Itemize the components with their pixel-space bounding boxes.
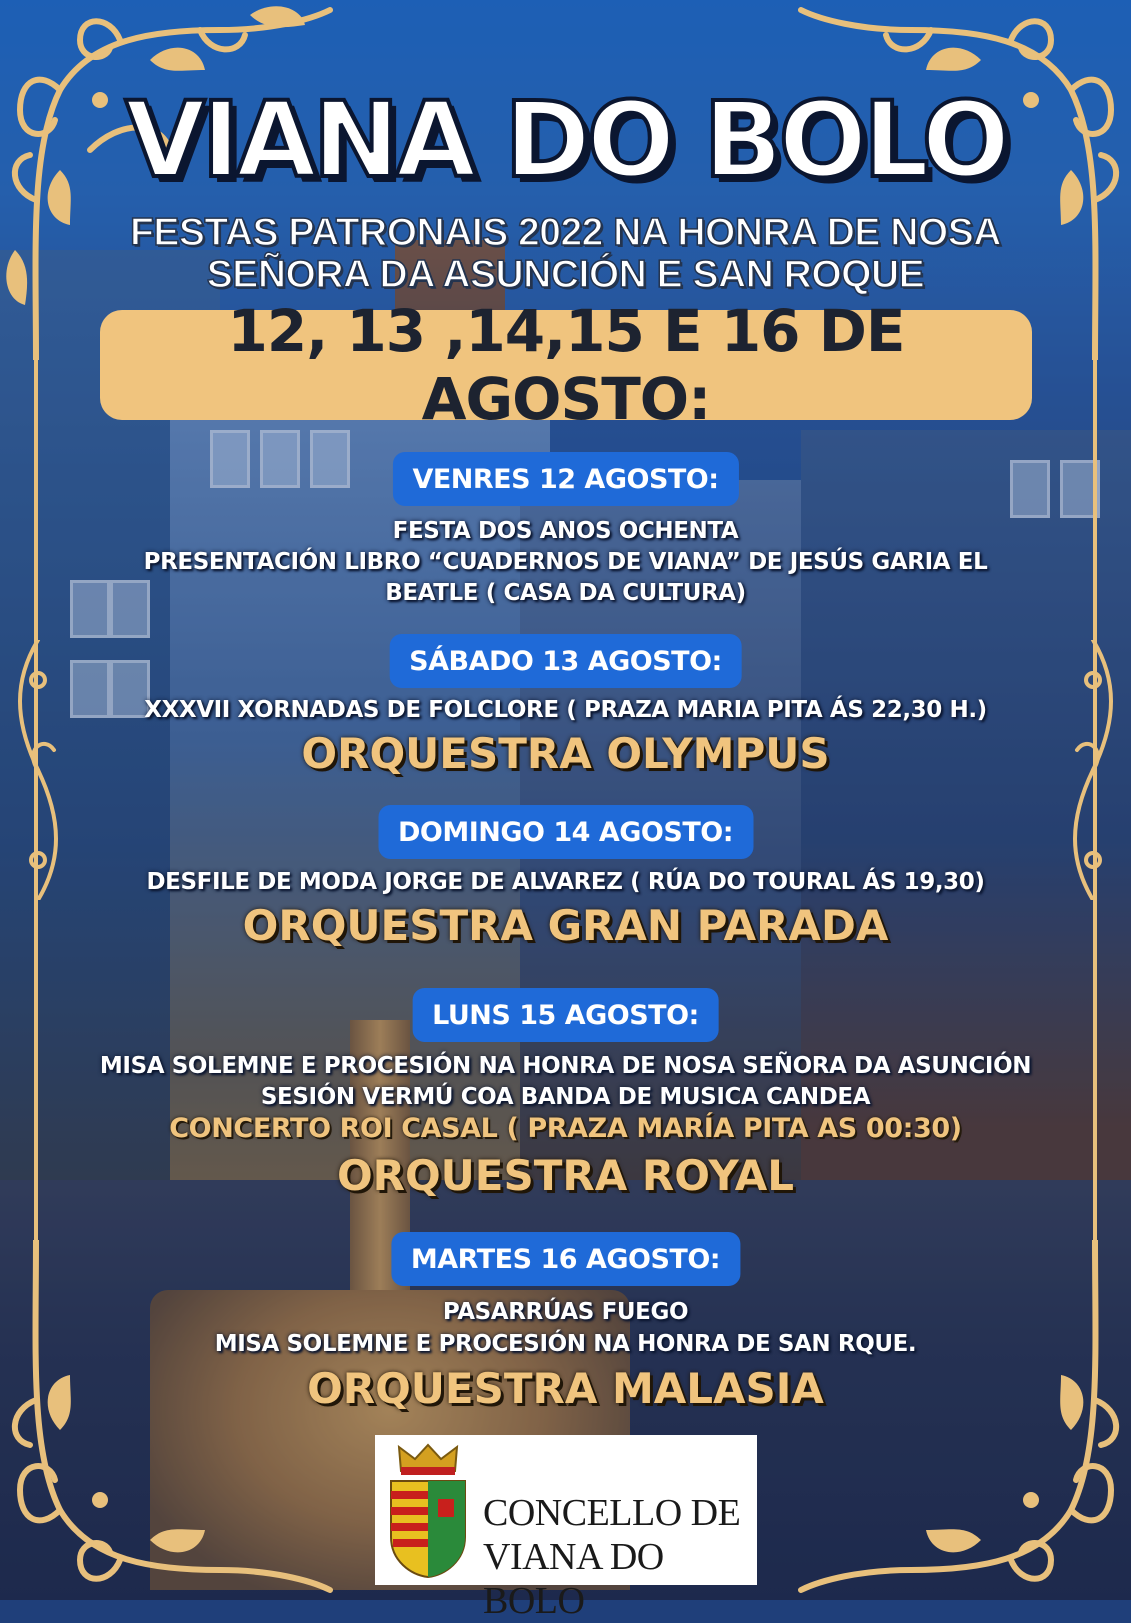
day-label-martes: MARTES 16 AGOSTO: [391,1232,740,1286]
band-name: ORQUESTRA MALASIA [307,1364,824,1413]
event-line: MISA SOLEMNE E PROCESIÓN NA HONRA DE SAN RQUE. [214,1331,917,1357]
band-name: ORQUESTRA OLYMPUS [301,729,830,778]
subtitle-line: FESTAS PATRONAIS 2022 NA HONRA DE NOSA [130,211,1001,254]
poster-title: VIANA DO BOLO [124,79,1006,201]
band-name: ORQUESTRA ROYAL [336,1151,795,1200]
coat-of-arms-icon [385,1441,471,1579]
band-name: ORQUESTRA GRAN PARADA [242,901,889,950]
dates-banner [100,297,1032,433]
logo-line: VIANA DO BOLO [483,1536,664,1622]
event-line: SESIÓN VERMÚ COA BANDA DE MUSICA CANDEA [260,1084,871,1110]
event-line: MISA SOLEMNE E PROCESIÓN NA HONRA DE NOSA SEÑORA DA ASUNCIÓN [99,1053,1032,1079]
day-label-domingo: DOMINGO 14 AGOSTO: [378,805,753,859]
event-line: PASARRÚAS FUEGO [442,1299,689,1325]
dates-text: 12, 13 ,14,15 E 16 DE AGOSTO: [227,297,905,433]
event-line: FESTA DOS ANOS OCHENTA [392,518,739,544]
event-line: DESFILE DE MODA JORGE DE ALVAREZ ( RÚA DO TOURAL ÁS 19,30) [146,869,985,895]
day-label-luns: LUNS 15 AGOSTO: [412,988,719,1042]
concello-logo [375,1435,757,1622]
subtitle-line: SEÑORA DA ASUNCIÓN E SAN ROQUE [206,253,925,296]
logo-text [483,1491,757,1623]
day-label-sabado: SÁBADO 13 AGOSTO: [389,634,742,688]
concert-highlight: CONCERTO ROI CASAL ( PRAZA MARÍA PITA AS 00:30) [169,1113,962,1144]
logo-line: CONCELLO DE [483,1492,741,1534]
day-label-venres: VENRES 12 AGOSTO: [392,452,738,506]
event-line: BEATLE ( CASA DA CULTURA) [385,580,746,606]
event-line: XXXVII XORNADAS DE FOLCLORE ( PRAZA MARIA PITA ÁS 22,30 H.) [144,697,987,723]
poster-subtitle [60,212,1071,296]
event-line: PRESENTACIÓN LIBRO “CUADERNOS DE VIANA” DE JESÚS GARIA EL [143,549,988,575]
